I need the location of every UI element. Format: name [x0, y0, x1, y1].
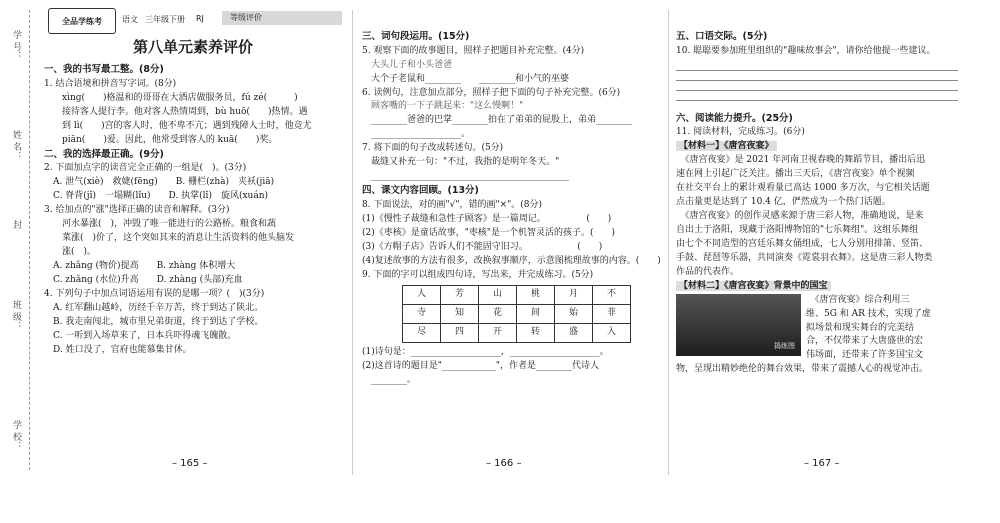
material-2-line: 维、5G 和 AR 技术，实现了虚 — [806, 308, 931, 319]
text-line: (1)诗句是：____________________，____________________。 — [362, 347, 609, 358]
material-2-block — [676, 294, 966, 378]
material-1-line: 自出土于洛阳，现藏于洛阳博物馆的"七乐舞组"。这组乐舞组 — [676, 224, 919, 235]
photo-caption: 捣练图 — [774, 341, 795, 350]
answer-line — [676, 80, 958, 81]
cut-line — [29, 10, 30, 470]
text-line: 9. 下面的字可以组成四句诗，写出来，并完成练习。(5分) — [362, 269, 594, 280]
answer-lines — [676, 59, 966, 112]
text-line: 涨( )。 — [44, 247, 97, 257]
text-line: ________。 — [362, 375, 417, 386]
material-2-line: 物，呈现出精妙绝伦的舞台效果，带来了震撼人心的视觉冲击。 — [676, 364, 929, 375]
student-id-label: 学 号： — [11, 30, 21, 60]
material-2-label: 【材料二】《唐宫夜宴》背景中的国宝 — [676, 281, 831, 291]
character-grid — [402, 285, 631, 343]
material-2-line: 《唐宫夜宴》综合利用三 — [806, 294, 910, 305]
text-line: xìng( )格温和的哥哥在大酒店做服务员，fú zé( ) — [44, 92, 298, 103]
text-line: 裁缝又补充一句："不过，我指的是明年冬天。" — [362, 157, 560, 168]
material-1-line: 在社交平台上的累计观看量已高达 1000 多万次，与它相关话题 — [676, 183, 930, 194]
page-number-166: – 166 – — [486, 458, 522, 469]
section-heading: 三、词句段运用。(15分) — [362, 31, 470, 42]
grade-label: 三年级下册 — [145, 15, 185, 24]
page-title: 第八单元素养评价 — [132, 38, 253, 56]
text-line: 3. 给加点的"涨"选择正确的读音和解释。(3分) — [44, 205, 230, 216]
section-heading: 一、我的书写最工整。(8分) — [44, 64, 164, 76]
answer-line — [676, 90, 958, 91]
grid-cell: 间 — [517, 305, 555, 324]
text-line: 河水暴涨( )，冲毁了唯一能进行的公路桥。粮食和蔬 — [44, 219, 277, 230]
brand-logo: 全品学练考 — [48, 8, 116, 34]
grid-cell: 寺 — [403, 305, 441, 324]
grid-cell: 盛 — [555, 324, 593, 343]
section-heading: 四、课文内容回顾。(13分) — [362, 185, 479, 197]
edition-label: RJ — [196, 14, 204, 23]
grid-row — [403, 305, 631, 324]
text-line: A. zhǎng (物价)提高 B. zhàng 体积增大 — [44, 260, 236, 271]
text-line: ____________________。 — [362, 129, 471, 140]
page-166 — [362, 30, 662, 517]
text-line: 菜涨( )价了，这个突如其来的消息让生活资料的他头脑发 — [44, 233, 295, 244]
text-line: C. 脊背(jǐ) 一塌糊(lǐu) D. 执掌(lǐ) 旋风(xuán) — [44, 191, 269, 202]
text-line: 10. 聪聪要参加班里组织的"趣味故事会"，请你给他提一些建议。 — [676, 45, 936, 56]
palace-banquet-photo — [676, 294, 801, 356]
text-line: 5. 观察下面的故事题目，照样子把题目补充完整。(4分) — [362, 45, 585, 56]
text-line: ________爸爸的巴掌________拍在了弟弟的屁股上，弟弟________ — [362, 115, 633, 126]
text-line: 6. 读例句，注意加点部分，照样子把下面的句子补充完整。(6分) — [362, 87, 621, 98]
grid-cell: 花 — [479, 305, 517, 324]
section-heading: 二、我的选择最正确。(9分) — [44, 148, 164, 160]
grid-row — [403, 324, 631, 343]
text-line: D. 姓口没了，官府也能慕集甘休。 — [44, 344, 192, 355]
material-2-line: 伟场面，还带来了许多国宝文 — [806, 350, 924, 361]
grid-cell: 月 — [555, 286, 593, 305]
grid-cell: 桃 — [517, 286, 555, 305]
text-line: C. 一听到入场草来了，日本兵吓得魂飞魄散。 — [44, 330, 237, 341]
material-1-line: 点击量更是达到了 10.4 亿，俨然成为一个热门话题。 — [676, 197, 891, 208]
text-line: (1)《慢性子裁缝和急性子顾客》是一篇周记。 ( ) — [362, 213, 612, 224]
grid-cell: 入 — [593, 324, 631, 343]
school-label: 学 校： — [11, 420, 21, 450]
text-line: 7. 将下面的句子改成转述句。(5分) — [362, 143, 504, 154]
text-line: 接待客人提行李。他对客人热情周到，bù huō( )热情。遇 — [44, 106, 308, 117]
material-2-line: 拟场景和现实舞台的完美结 — [806, 322, 915, 333]
grid-cell: 菲 — [593, 305, 631, 324]
grid-cell: 人 — [403, 286, 441, 305]
section-heading: 五、口语交际。(5分) — [676, 31, 768, 42]
binding-margin — [0, 0, 38, 487]
grid-cell: 转 — [517, 324, 555, 343]
grid-cell: 尽 — [403, 324, 441, 343]
page-number-165: – 165 – — [172, 458, 208, 469]
answer-line — [676, 100, 958, 101]
text-line: 1. 结合语境和拼音写字词。(8分) — [44, 78, 177, 89]
text-line: (2)《枣核》是童话故事，"枣核"是一个机智灵活的孩子。( ) — [362, 227, 616, 238]
material-1-line: 手鼓、琵琶等乐器，共同演奏《霓裳羽衣舞》。这是唐三彩人物类 — [676, 252, 933, 263]
page-167 — [676, 30, 966, 517]
text-line: 4. 下列句子中加点词语运用有误的是哪一项？( )(3分) — [44, 288, 265, 299]
text-line: (2)这首诗的题目是"____________"，作者是________代诗人 — [362, 361, 600, 372]
text-line: B. 我走南闯北，城市里兄弟街道，终于到达了学校。 — [44, 316, 264, 327]
grid-cell: 不 — [593, 286, 631, 305]
grid-row — [403, 286, 631, 305]
question-11: 11. 阅读材料，完成练习。(6分) — [676, 127, 805, 138]
text-line: 大头儿子和小头爸爸 — [362, 59, 453, 70]
page-divider — [352, 10, 353, 475]
student-name-label: 姓 名： — [11, 130, 21, 160]
text-line: (4)复述故事的方法有很多，改换叙事顺序，示意图梳理故事的内容。( ) — [362, 255, 661, 266]
grid-cell: 芳 — [441, 286, 479, 305]
grid-cell: 开 — [479, 324, 517, 343]
grid-cell: 知 — [441, 305, 479, 324]
grid-cell: 四 — [441, 324, 479, 343]
grid-cell: 始 — [555, 305, 593, 324]
text-line: A. 红军翻山越岭，历经千辛万苦，终于到达了陕北。 — [44, 302, 264, 313]
text-line: 到 lì( )宫的客人时，他不卑不亢；遇到残障人士时，他竞尤 — [44, 120, 312, 131]
text-line: 2. 下面加点字的读音完全正确的一组是( )。(3分) — [44, 163, 247, 174]
grid-cell: 山 — [479, 286, 517, 305]
text-line: piān( )爱。因此，他常受到客人的 kuā( )奖。 — [44, 134, 278, 145]
text-line: 大个子老鼠和________ ________和小气的巫婆 — [362, 73, 570, 84]
page-divider — [668, 10, 669, 475]
text-line: C. zhǎng (水位)升高 D. zhàng (头部)充血 — [44, 274, 243, 285]
material-1-label: 【材料一】《唐宫夜宴》 — [676, 141, 777, 151]
seal-mark: 封 — [11, 220, 21, 229]
text-line: (3)《方帽子店》告诉人们不能固守旧习。 ( ) — [362, 241, 603, 252]
text-line: 8. 下面说法，对的画"√"，错的画"×"。(8分) — [362, 199, 543, 210]
material-1-line: 作品的代表作。 — [676, 266, 740, 277]
page-165 — [44, 36, 342, 523]
answer-line — [676, 70, 958, 71]
page-number-167: – 167 – — [804, 458, 840, 469]
material-1-text — [676, 154, 966, 279]
subject-label: 语文 — [122, 15, 138, 24]
class-label: 班 级： — [11, 300, 21, 330]
material-1-line: 由七个不同造型的宫廷乐舞女俑组成，七人分别用排箫、竖笛、 — [676, 238, 929, 249]
text-line: ____________________________________________ — [362, 171, 570, 182]
section-heading: 六、阅读能力提升。(25分) — [676, 112, 793, 124]
text-line: A. 泄气(xiè) 救婕(fēng) B. 栅栏(zhà) 夹袄(jiā) — [44, 177, 275, 188]
level-rating-bar: 等级评价 — [222, 11, 342, 25]
material-1-line: 《唐宫夜宴》是 2021 年河南卫视春晚的舞蹈节目，播出后迅 — [676, 155, 926, 166]
material-2-line: 合，不仅带来了大唐盛世的宏 — [806, 336, 924, 347]
text-line: 顾客嘴的一下子跳起来："这么慢啊！" — [362, 101, 524, 112]
material-1-line: 速在网上引起广泛关注。播出三天后，《唐宫夜宴》单个视频 — [676, 169, 915, 180]
material-1-line: 《唐宫夜宴》的创作灵感来源于唐三彩人物，准确地说，是来 — [676, 211, 924, 221]
